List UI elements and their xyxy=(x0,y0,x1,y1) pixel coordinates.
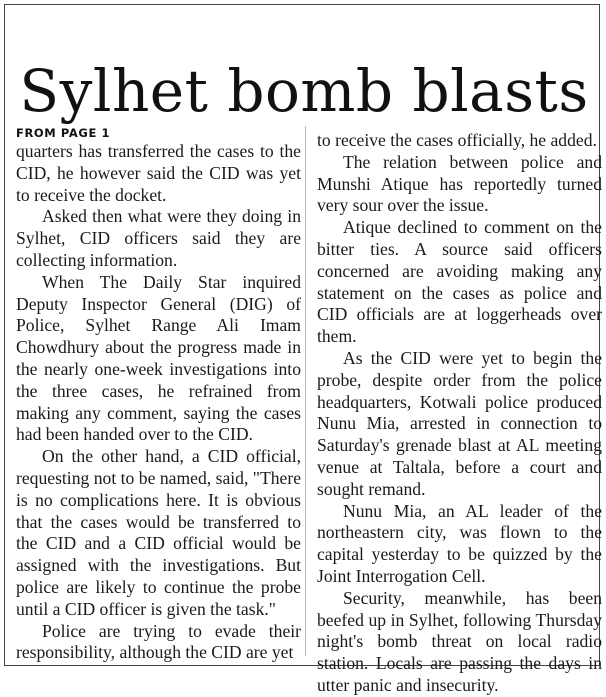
paragraph: Atique declined to comment on the bitter ties. A source said officers concerned are avoiding making any statement on the cases as police and CID officials are at loggerheads over them. xyxy=(317,217,602,347)
headline: Sylhet bomb blasts xyxy=(19,56,589,125)
paragraph: When The Daily Star inquired Deputy Inspector General (DIG) of Police, Sylhet Range Ali Imam Chowdhury about the progress made in the nearly one-week investigations into the three cases, he refrained from making any comment, saying the cases had been handed over to the CID. xyxy=(16,271,301,445)
left-column xyxy=(16,126,301,664)
column-divider xyxy=(305,126,306,656)
paragraph: Asked then what were they doing in Sylhet, CID officers said they are collecting information. xyxy=(16,206,301,270)
paragraph: Nunu Mia, an AL leader of the northeastern city, was flown to the capital yesterday to be quizzed by the Joint Interrogation Cell. xyxy=(317,500,602,586)
right-column xyxy=(317,130,602,697)
paragraph: quarters has transferred the cases to the CID, he however said the CID was yet to receive the docket. xyxy=(16,141,301,205)
paragraph: Security, meanwhile, has been beefed up in Sylhet, following Thursday night's bomb threat on local radio station. Locals are passing the days in utter panic and insecurity. xyxy=(317,587,602,695)
jump-line: FROM PAGE 1 xyxy=(16,126,111,140)
paragraph: Police are trying to evade their responsibility, although the CID are yet xyxy=(16,620,301,663)
paragraph: On the other hand, a CID official, requesting not to be named, said, "There is no complications here. It is obvious that the cases would be transferred to the CID and a CID official would be assigned with the investigations. But police are likely to continue the probe until a CID officer is given the task." xyxy=(16,446,301,619)
paragraph: The relation between police and Munshi Atique has reportedly turned very sour over the issue. xyxy=(317,151,602,216)
paragraph: to receive the cases officially, he added. xyxy=(317,130,597,150)
paragraph: As the CID were yet to begin the probe, despite order from the police headquarters, Kotwali police produced Nunu Mia, arrested in connection to Saturday's grenade blast at AL meeting venue at Taltala, before a court and sought remand. xyxy=(317,347,602,499)
